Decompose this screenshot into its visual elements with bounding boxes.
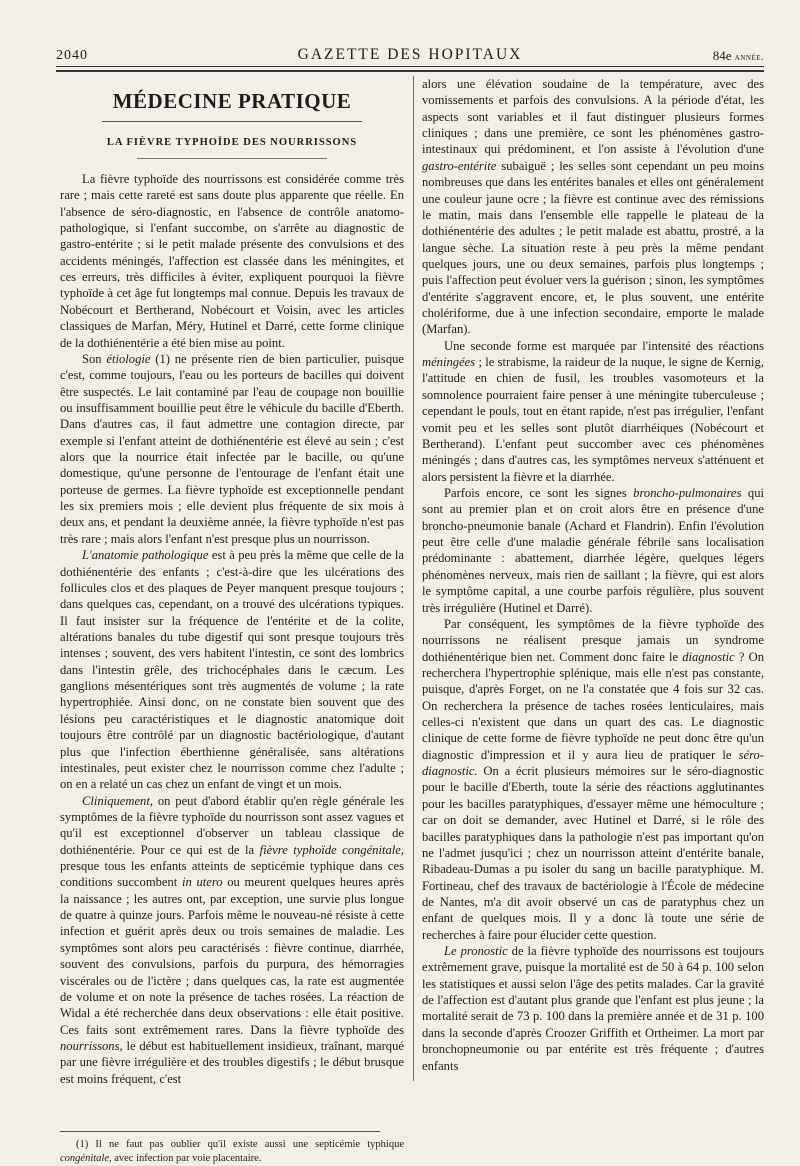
footnote-rule xyxy=(60,1131,380,1132)
paragraph-diagnostic: Par conséquent, les symptômes de la fièvre typhoïde des nourrissons ne réalisent presque jamais un syndrome dothiénentérique bien net. Comment donc faire le diagnostic ? On recherchera l'hypertrophie splénique, mais elle n'est pas constante, puisque, d'après Forget, on ne l'a constatée que 4 fois sur 32 cas. On recherchera la présence de taches rosées lenticulaires, mais celles-ci n'existent que dans un quart des cas. Le diagnostic clinique de cette forme de fièvre typhoïde ne peut donc être qu'un diagnostic d'impression et il y aura lieu de pratiquer le séro-diagnostic. On a écrit plusieurs mémoires sur le séro-diagnostic pour le bacille d'Eberth, toute la série des réactions agglutinantes pour les bacilles paratyphiques, d'essayer même une hémoculture ; car on doit se demander, avec Hutinel et Darré, si le rôle des bacilles paratyphiques dans la pathologie n'est pas important qu'on ne l'admet jusqu'ici ; chez un nourrisson atteint d'entérite banale, Ribadeau-Dumas a pu isoler du sang un bacille paratyphique. M. Fortineau, chef des travaux de bactériologie à l'École de médecine de Nantes, m'a dit avoir observé un cas de paratyphus chez un enfant de quelques mois. Il y a donc là toute une série de recherches à faire pour élucider cette question. xyxy=(422,616,764,942)
right-column xyxy=(422,76,764,1074)
page-header xyxy=(56,44,764,68)
paragraph-intro: La fièvre typhoïde des nourrissons est considérée comme très rare ; mais cette rareté est sans doute plus apparente que réelle. En l'absence de séro-diagnostic, en l'absence de contrôle anatomo-pathologique, si l'enfant succombe, on s'arrête au diagnostic de gastro-entérite ; si le petit malade présente des convulsions et des accidents méningés, l'affection est classée dans les méningites, et ces erreurs, très difficiles à éviter, expliquent pourquoi la fièvre typhoïde à cet âge fut longtemps mal connue. Depuis les travaux de Nobécourt et Bertherand, Nobécourt et Voisin, avec les articles classiques de Marfan, Méry, Hutinel et Darré, cette forme clinique de la dothiénentérie a été bien mise au point. xyxy=(60,171,404,350)
header-rule xyxy=(56,66,764,67)
paragraph-clinique: Cliniquement, on peut d'abord établir qu'en règle générale les symptômes de la fièvre typhoïde du nourrisson sont assez vagues et qu'il est exceptionnel d'observer un tableau classique de dothiénentérie. Pour ce qui est de la fièvre typhoïde congénitale, presque tous les enfants atteints de septicémie typhique dans ces conditions succombent in utero ou meurent quelques heures après la naissance ; les autres ont, par exception, une survie plus longue de quatre à quinze jours. Parfois même le nouveau-né résiste à cette infection et guérit après deux ou trois semaines de maladie. Les symptômes sont alors peu caractérisés : fièvre continue, diarrhée, souvent des convulsions, parfois du purpura, des hémorragies viscérales ou de l'ictère ; dans quelques cas, la rate est augmentée de volume et on note la présence de taches rosées. La réaction de Widal a été recherchée dans deux observations : elle était positive. Ces faits sont extrêmement rares. Dans la fièvre typhoïde des nourrissons, le début est habituellement insidieux, traînant, marqué par une fièvre irrégulière et des troubles digestifs ; le début brusque est moins fréquent, c'est xyxy=(60,793,405,1086)
column-divider xyxy=(413,76,414,1081)
article-title: LA FIÈVRE TYPHOÏDE DES NOURRISSONS xyxy=(106,137,358,149)
year-word: année. xyxy=(734,52,764,63)
year-number: 84e xyxy=(712,48,732,63)
paragraph-continued: alors une élévation soudaine de la température, avec des vomissements et parfois des convulsions. A la période d'état, les aspects sont variables et il faut distinguer plusieurs formes cliniques ; dans une première, ce sont les phénomènes gastro-intestinaux qui prédominent, et l'on assiste à l'évolution d'une gastro-entérite subaiguë ; les selles sont cependant un peu moins nombreuses que dans les entérites banales et elles ont généralement une couleur jaune ocre ; la fièvre est continue avec des rémissions le matin, mais dans l'ensemble elle rappelle le plateau de la dothiénentérie des adultes ; le petit malade est abattu, prostré, a la langue sèche. La situation reste à peu près la même pendant quelques jours, une ou deux semaines, parfois plus longtemps ; puis l'affection peut évoluer vers la guérison ; sinon, les symptômes d'entérite s'aggravent encore, et, le plus souvent, une entérite cholériforme, due à une infection secondaire, emporte le malade (Marfan). xyxy=(422,77,764,337)
paragraph-pronostic: Le pronostic de la fièvre typhoïde des nourrissons est toujours extrêmement grave, puisque la mortalité est de 50 à 64 p. 100 selon les statistiques et aussi selon l'âge des petits malades. Car la gravité de l'affection est d'autant plus grande que l'enfant est plus jeune ; la mortalité serait de 73 p. 100 dans la première année et de 31 p. 100 dans la seconde d'après Croozer Griffith et Ortheimer. La mort par bronchopneumonie ou par entérite est très fréquente ; d'autres enfants xyxy=(422,944,764,1073)
paragraph-meningees: Une seconde forme est marquée par l'intensité des réactions méningées ; le strabisme, la raideur de la nuque, le signe de Kernig, l'attitude en chien de fusil, les troubles vasomoteurs et la somnolence pourraient faire penser à une méningite tuberculeuse ; cependant le pouls, tout en étant rapide, n'est pas irrégulier, l'enfant vomit peu et les selles sont plutôt diarrhéiques (Nobécourt et Bertherand). L'enfant peut succomber avec ces phénomènes méningés ; dans d'autres cas, les symptômes nerveux s'atténuent et alors persistent la fièvre et la diarrhée. xyxy=(422,338,764,484)
left-column xyxy=(60,80,404,1166)
paragraph-broncho: Parfois encore, ce sont les signes broncho-pulmonaires qui sont au premier plan et on croit alors être en présence d'une broncho-pneumonie banale (Achard et Flandrin). Enfin l'évolution peut être celle d'une maladie générale fébrile sans localisation prédominante : abattement, diarrhée légère, quelques légers phénomènes nerveux, mais rien de saillant ; la fièvre, qui est alors le symptôme capital, a une courbe parfois régulière, plus souvent très irrégulière (Hutinel et Darré). xyxy=(422,485,764,615)
journal-title: GAZETTE DES HOPITAUX xyxy=(297,46,523,63)
footnote: (1) Il ne faut pas oublier qu'il existe aussi une septicémie typhique congénitale, avec infection par voie placentaire. xyxy=(60,1139,404,1165)
section-title: MÉDECINE PRATIQUE xyxy=(112,89,352,113)
paragraph-anatomie: L'anatomie pathologique est à peu près la même que celle de la dothiénentérie des enfants ; c'est-à-dire que les ulcérations des follicules clos et des plaques de Peyer manquent presque toujours ; dans quelques cas, cependant, on a trouvé des ulcérations typiques. Il faut insister sur la fréquence de l'entérite et de la colite, altérations banales du tube digestif qui sont presque toujours très intenses ; souvent, des vers habitent l'intestin, ce sont des lombrics dans l'intestin grêle, des trichocéphales dans le cæcum. Les ganglions mésentériques sont très augmentés de volume ; la rate hypertrophiée. Ainsi donc, on ne constate bien souvent que des lésions peu caractéristiques et le diagnostic anatomique doit toujours être contrôlé par un diagnostic bactériologique, d'autant plus que l'infection éberthienne généralisée, sans altérations intestinales, peut exister chez le nourrisson comme chez l'adulte ; on en a relaté un cas chez un enfant de vingt et un mois. xyxy=(60,548,404,792)
paragraph-etiologie: Son étiologie (1) ne présente rien de bien particulier, puisque c'est, comme toujours, l'eau ou les porteurs de bacilles qui doivent être suspectés. Le lait contaminé par l'eau de coupage non bouillie ou insuffisamment bouillie peut être le véhicule du bacille d'Eberth. Dans d'autres cas, il faut admettre une contagion directe, par exemple si l'enfant atteint de dothiénentérie est élevé au sein ; c'est alors que la nourrice était infectée par le bacille, ou qu'une domestique, qu'une personne de l'entourage de l'enfant était une porteuse de germes. La fièvre typhoïde est exceptionnelle pendant les six premiers mois ; elle devient plus fréquente de six mois à deux ans, et pendant la deuxième année, la fièvre typhoïde n'est pas très rare ; mais alors l'enfant n'est presque plus un nourrisson. xyxy=(60,351,404,546)
page-number: 2040 xyxy=(56,48,88,63)
year-label xyxy=(713,48,764,64)
article-title-rule xyxy=(137,158,327,159)
section-title-rule xyxy=(102,121,362,122)
header-rule-thick xyxy=(56,70,764,72)
